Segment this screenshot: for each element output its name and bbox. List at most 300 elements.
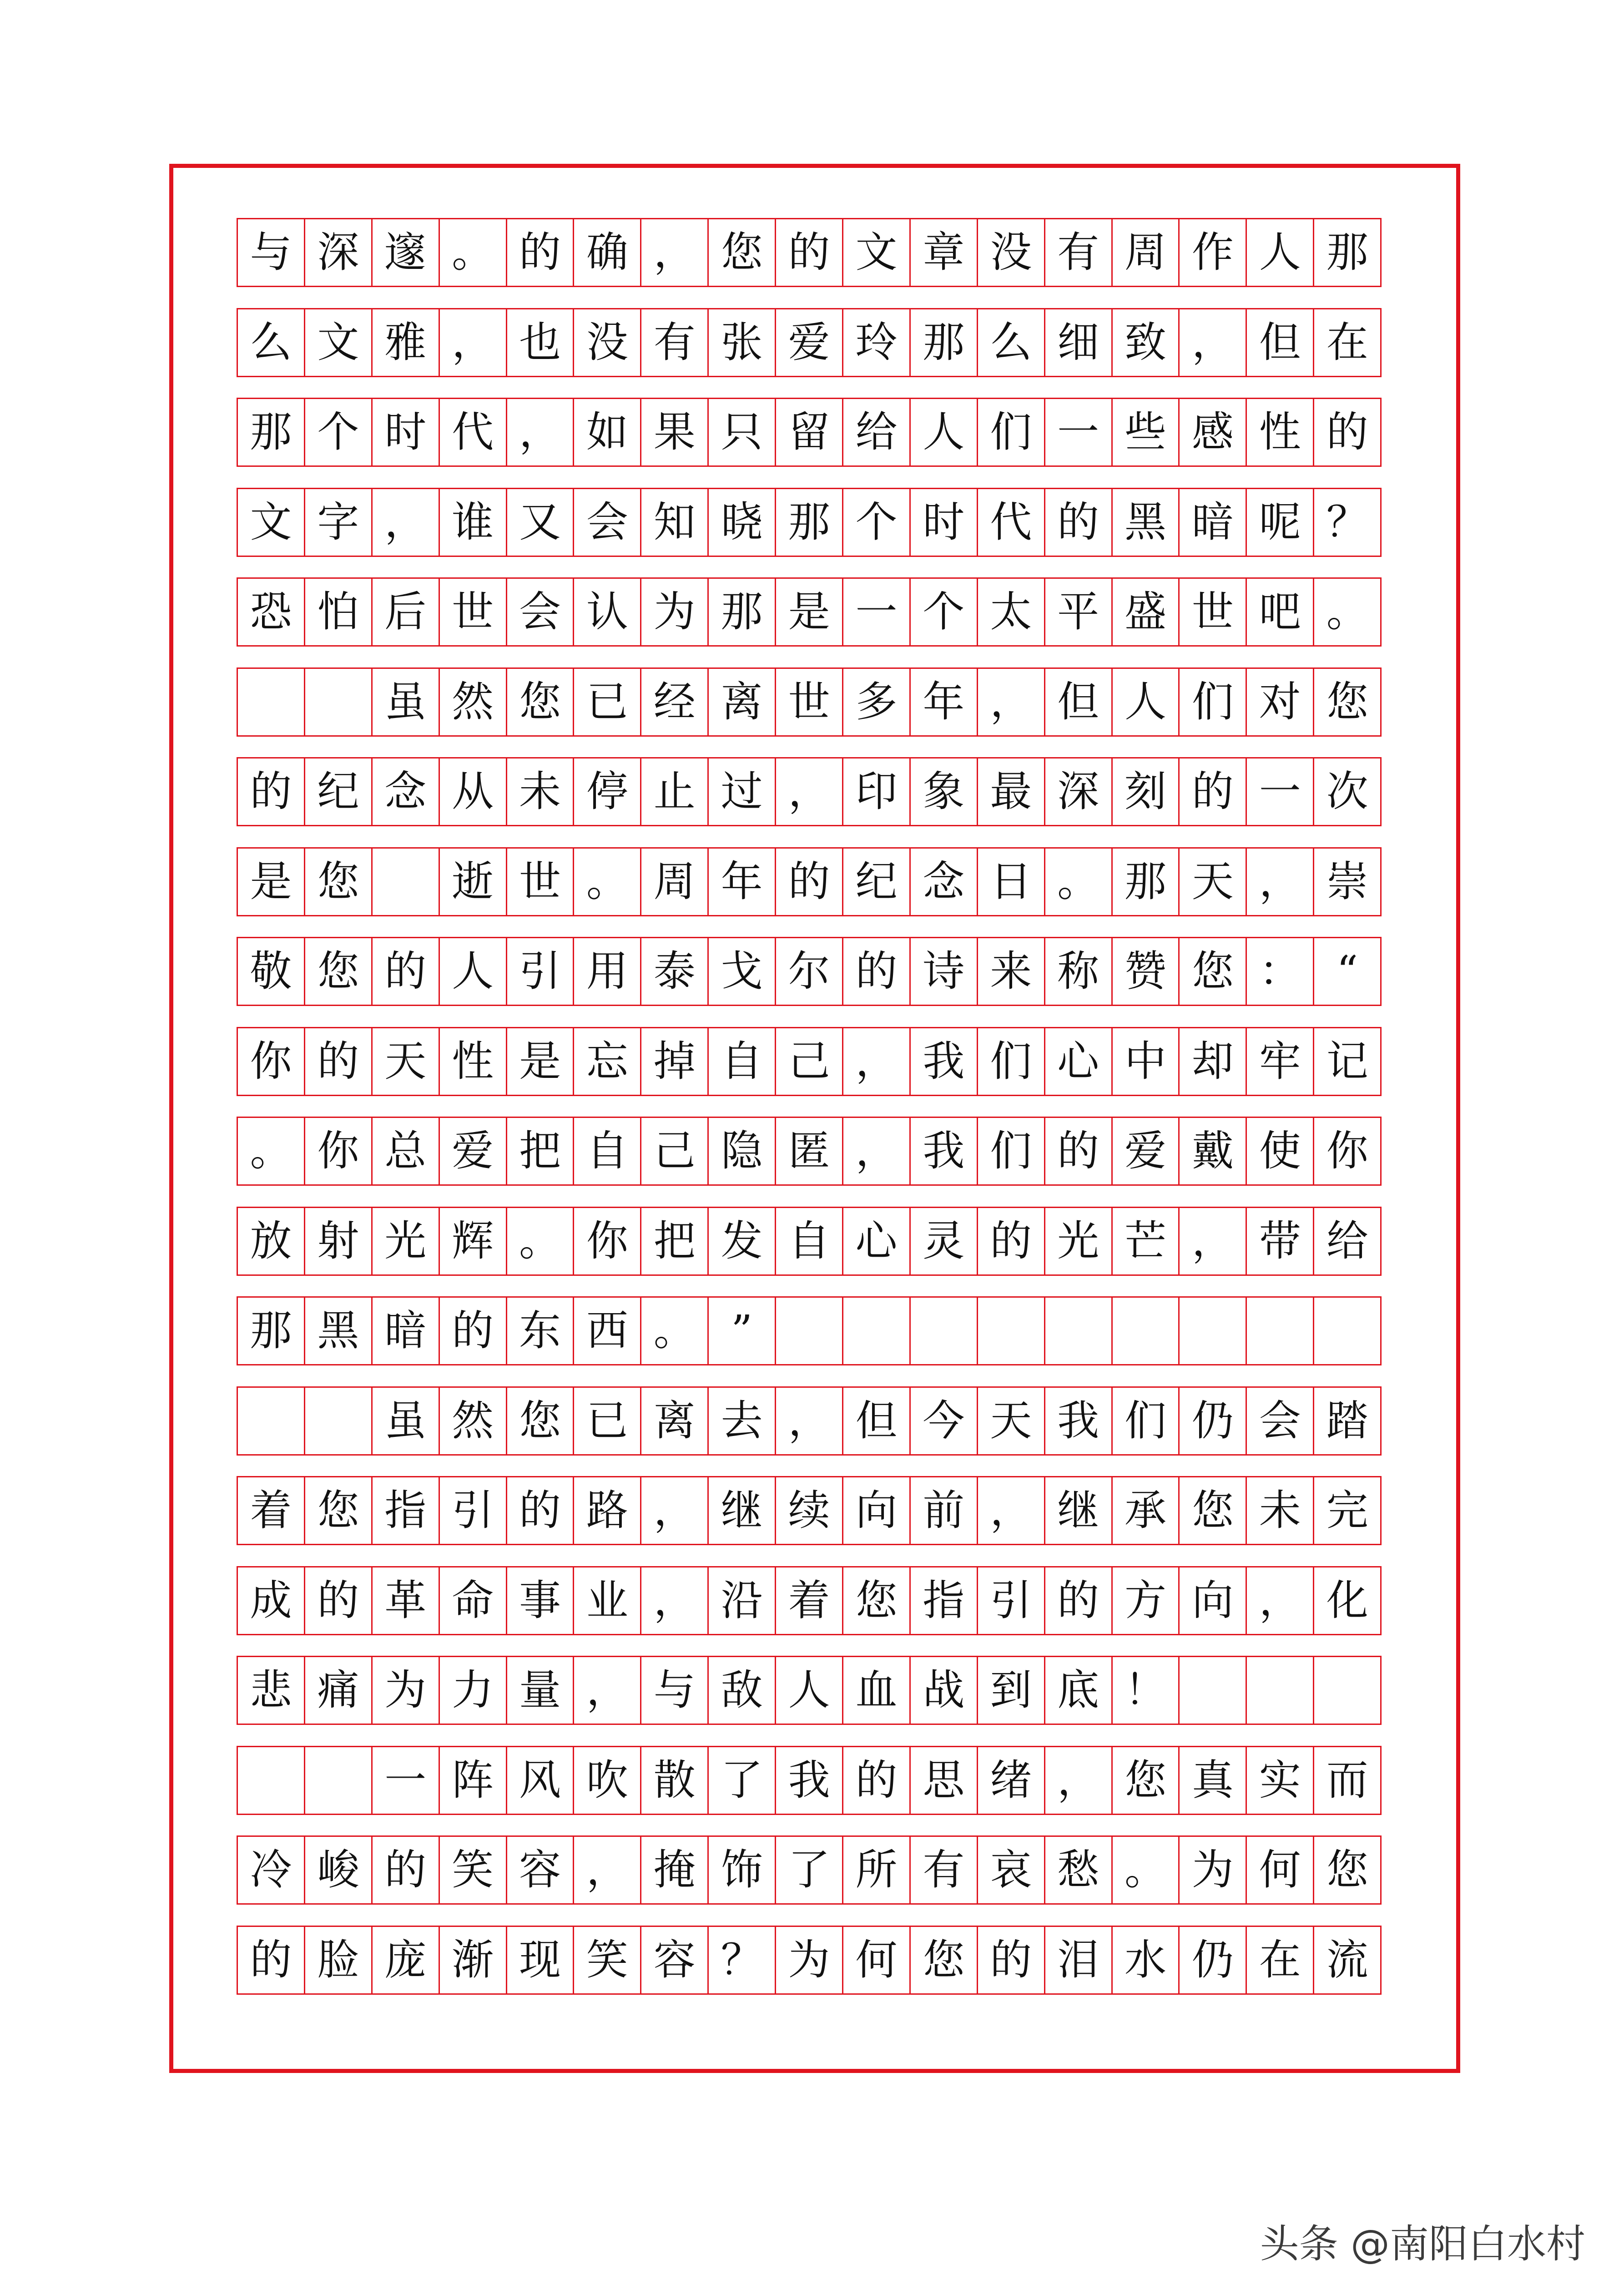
grid-cell: 章 bbox=[909, 218, 978, 287]
grid-cell: 庞 bbox=[371, 1926, 440, 1995]
grid-cell: 一 bbox=[1044, 398, 1113, 467]
grid-cell: 您 bbox=[707, 218, 776, 287]
grid-cell: 方 bbox=[1111, 1566, 1180, 1635]
grid-cell: 思 bbox=[909, 1746, 978, 1815]
grid-cell: 是 bbox=[775, 577, 843, 647]
grid-cell: 真 bbox=[1178, 1746, 1247, 1815]
grid-cell: 的 bbox=[237, 1926, 305, 1995]
grid-cell: “ bbox=[1313, 937, 1382, 1006]
grid-cell: 引 bbox=[977, 1566, 1045, 1635]
grid-cell bbox=[1313, 1296, 1382, 1365]
grid-cell: 您 bbox=[842, 1566, 911, 1635]
grid-cell: 使 bbox=[1246, 1117, 1314, 1186]
grid-cell: 风 bbox=[506, 1746, 575, 1815]
grid-cell: ， bbox=[1044, 1746, 1113, 1815]
grid-cell: 流 bbox=[1313, 1926, 1382, 1995]
grid-cell: 心 bbox=[1044, 1027, 1113, 1096]
grid-cell: 带 bbox=[1246, 1207, 1314, 1276]
grid-cell bbox=[1313, 1656, 1382, 1725]
grid-cell: 。 bbox=[573, 847, 641, 916]
grid-cell: 么 bbox=[237, 308, 305, 377]
grid-cell: 匿 bbox=[775, 1117, 843, 1186]
grid-row bbox=[237, 1926, 1403, 1995]
grid-cell: 路 bbox=[573, 1476, 641, 1545]
grid-cell: 的 bbox=[506, 1476, 575, 1545]
grid-cell: 谁 bbox=[439, 488, 507, 557]
grid-cell: 所 bbox=[842, 1835, 911, 1905]
grid-cell: 人 bbox=[909, 398, 978, 467]
grid-cell: 文 bbox=[842, 218, 911, 287]
grid-cell: 事 bbox=[506, 1566, 575, 1635]
grid-cell: 今 bbox=[909, 1386, 978, 1456]
grid-cell: 你 bbox=[237, 1027, 305, 1096]
grid-cell: 确 bbox=[573, 218, 641, 287]
grid-cell: 一 bbox=[842, 577, 911, 647]
grid-cell: 西 bbox=[573, 1296, 641, 1365]
grid-cell: 崇 bbox=[1313, 847, 1382, 916]
grid-cell: ， bbox=[1246, 847, 1314, 916]
grid-cell: 愁 bbox=[1044, 1835, 1113, 1905]
grid-cell: 的 bbox=[1044, 1117, 1113, 1186]
grid-cell: ， bbox=[371, 488, 440, 557]
grid-cell: 的 bbox=[977, 1926, 1045, 1995]
grid-cell: 自 bbox=[775, 1207, 843, 1276]
grid-cell: 人 bbox=[775, 1656, 843, 1725]
grid-cell: 致 bbox=[1111, 308, 1180, 377]
grid-cell: 知 bbox=[640, 488, 709, 557]
grid-cell: 何 bbox=[842, 1926, 911, 1995]
grid-cell: 光 bbox=[371, 1207, 440, 1276]
grid-cell: 的 bbox=[842, 937, 911, 1006]
grid-cell: 完 bbox=[1313, 1476, 1382, 1545]
grid-cell: 也 bbox=[506, 308, 575, 377]
grid-cell: 性 bbox=[1246, 398, 1314, 467]
grid-cell: 的 bbox=[842, 1746, 911, 1815]
grid-cell: 字 bbox=[304, 488, 373, 557]
grid-cell: 您 bbox=[1313, 1835, 1382, 1905]
grid-cell: 那 bbox=[1313, 218, 1382, 287]
grid-cell: 天 bbox=[977, 1386, 1045, 1456]
grid-cell: 作 bbox=[1178, 218, 1247, 287]
grid-cell: 渐 bbox=[439, 1926, 507, 1995]
grid-cell: ， bbox=[775, 1386, 843, 1456]
grid-cell: 天 bbox=[1178, 847, 1247, 916]
grid-cell: 暗 bbox=[1178, 488, 1247, 557]
grid-cell: ” bbox=[707, 1296, 776, 1365]
grid-cell: 日 bbox=[977, 847, 1045, 916]
grid-cell: 虽 bbox=[371, 1386, 440, 1456]
grid-cell: 纪 bbox=[842, 847, 911, 916]
grid-cell: ， bbox=[1178, 308, 1247, 377]
grid-cell: 戈 bbox=[707, 937, 776, 1006]
grid-cell: 会 bbox=[573, 488, 641, 557]
grid-cell: 峻 bbox=[304, 1835, 373, 1905]
grid-cell: 为 bbox=[775, 1926, 843, 1995]
grid-cell: 世 bbox=[439, 577, 507, 647]
grid-cell: 东 bbox=[506, 1296, 575, 1365]
grid-cell: 人 bbox=[1246, 218, 1314, 287]
grid-cell: 现 bbox=[506, 1926, 575, 1995]
grid-cell: 我 bbox=[909, 1027, 978, 1096]
grid-cell: 的 bbox=[977, 1207, 1045, 1276]
grid-cell: 而 bbox=[1313, 1746, 1382, 1815]
grid-cell bbox=[842, 1296, 911, 1365]
grid-cell: ！ bbox=[1111, 1656, 1180, 1725]
grid-cell: 力 bbox=[439, 1656, 507, 1725]
grid-cell: 是 bbox=[506, 1027, 575, 1096]
grid-cell bbox=[1111, 1296, 1180, 1365]
grid-cell: 的 bbox=[775, 847, 843, 916]
grid-cell bbox=[237, 1746, 305, 1815]
grid-cell: 文 bbox=[304, 308, 373, 377]
grid-cell: 为 bbox=[1178, 1835, 1247, 1905]
grid-cell: 念 bbox=[909, 847, 978, 916]
grid-cell: 隐 bbox=[707, 1117, 776, 1186]
grid-cell: 是 bbox=[237, 847, 305, 916]
grid-cell: 把 bbox=[506, 1117, 575, 1186]
grid-cell: ， bbox=[573, 1656, 641, 1725]
grid-cell: 但 bbox=[1246, 308, 1314, 377]
grid-cell: ， bbox=[573, 1835, 641, 1905]
grid-cell: 灵 bbox=[909, 1207, 978, 1276]
grid-cell bbox=[1178, 1656, 1247, 1725]
grid-cell: 那 bbox=[237, 1296, 305, 1365]
grid-cell: 继 bbox=[707, 1476, 776, 1545]
grid-cell: 我 bbox=[1044, 1386, 1113, 1456]
grid-row bbox=[237, 1835, 1403, 1905]
grid-cell: 们 bbox=[977, 398, 1045, 467]
grid-cell: 认 bbox=[573, 577, 641, 647]
grid-cell: 一 bbox=[1246, 757, 1314, 826]
grid-cell: ， bbox=[1178, 1207, 1247, 1276]
grid-cell: 的 bbox=[237, 757, 305, 826]
grid-cell: 们 bbox=[1178, 667, 1247, 737]
grid-cell: 您 bbox=[1111, 1746, 1180, 1815]
grid-row bbox=[237, 577, 1403, 647]
grid-row bbox=[237, 1207, 1403, 1276]
grid-cell: 向 bbox=[1178, 1566, 1247, 1635]
grid-cell: 引 bbox=[506, 937, 575, 1006]
grid-cell: 泰 bbox=[640, 937, 709, 1006]
grid-cell: 的 bbox=[1044, 1566, 1113, 1635]
grid-cell: 。 bbox=[506, 1207, 575, 1276]
grid-cell: 己 bbox=[775, 1027, 843, 1096]
grid-cell: 牢 bbox=[1246, 1027, 1314, 1096]
grid-cell: 的 bbox=[506, 218, 575, 287]
grid-cell: 但 bbox=[1044, 667, 1113, 737]
grid-cell: 辉 bbox=[439, 1207, 507, 1276]
grid-cell: 笑 bbox=[439, 1835, 507, 1905]
grid-cell: 的 bbox=[1313, 398, 1382, 467]
grid-cell: 业 bbox=[573, 1566, 641, 1635]
grid-cell bbox=[237, 667, 305, 737]
grid-cell: 您 bbox=[304, 847, 373, 916]
grid-cell: 又 bbox=[506, 488, 575, 557]
grid-cell: 的 bbox=[439, 1296, 507, 1365]
grid-cell: ： bbox=[1246, 937, 1314, 1006]
grid-cell: 悲 bbox=[237, 1656, 305, 1725]
grid-cell: 会 bbox=[506, 577, 575, 647]
grid-row bbox=[237, 847, 1403, 916]
grid-cell: 您 bbox=[506, 667, 575, 737]
grid-cell: 泪 bbox=[1044, 1926, 1113, 1995]
grid-row bbox=[237, 1386, 1403, 1456]
grid-cell: 痛 bbox=[304, 1656, 373, 1725]
grid-row bbox=[237, 1117, 1403, 1186]
grid-cell: 中 bbox=[1111, 1027, 1180, 1096]
grid-cell: 却 bbox=[1178, 1027, 1247, 1096]
grid-cell: 掉 bbox=[640, 1027, 709, 1096]
grid-cell bbox=[304, 667, 373, 737]
grid-cell: 哀 bbox=[977, 1835, 1045, 1905]
grid-cell: 诗 bbox=[909, 937, 978, 1006]
grid-cell: ， bbox=[842, 1117, 911, 1186]
grid-cell: 续 bbox=[775, 1476, 843, 1545]
grid-row bbox=[237, 308, 1403, 377]
grid-cell: ， bbox=[775, 757, 843, 826]
grid-cell: ？ bbox=[707, 1926, 776, 1995]
grid-cell: 您 bbox=[1178, 937, 1247, 1006]
grid-cell: 己 bbox=[640, 1117, 709, 1186]
grid-cell: 离 bbox=[640, 1386, 709, 1456]
grid-cell: 后 bbox=[371, 577, 440, 647]
grid-cell: 与 bbox=[237, 218, 305, 287]
grid-cell: 冷 bbox=[237, 1835, 305, 1905]
grid-cell: 脸 bbox=[304, 1926, 373, 1995]
grid-cell: 个 bbox=[909, 577, 978, 647]
grid-cell: 然 bbox=[439, 1386, 507, 1456]
grid-cell: 您 bbox=[304, 1476, 373, 1545]
grid-cell: 化 bbox=[1313, 1566, 1382, 1635]
grid-cell: 容 bbox=[506, 1835, 575, 1905]
grid-cell: 黑 bbox=[1111, 488, 1180, 557]
grid-cell: 晓 bbox=[707, 488, 776, 557]
grid-cell: 从 bbox=[439, 757, 507, 826]
grid-cell: 果 bbox=[640, 398, 709, 467]
grid-cell: ， bbox=[977, 1476, 1045, 1545]
grid-cell: 时 bbox=[909, 488, 978, 557]
grid-cell: 您 bbox=[1178, 1476, 1247, 1545]
grid-cell: 那 bbox=[707, 577, 776, 647]
grid-cell: 盛 bbox=[1111, 577, 1180, 647]
grid-cell: 指 bbox=[371, 1476, 440, 1545]
grid-cell: 人 bbox=[1111, 667, 1180, 737]
grid-cell: 那 bbox=[775, 488, 843, 557]
grid-cell: 沿 bbox=[707, 1566, 776, 1635]
grid-cell: 人 bbox=[439, 937, 507, 1006]
grid-cell bbox=[1044, 1296, 1113, 1365]
grid-row bbox=[237, 1027, 1403, 1096]
grid-cell: 了 bbox=[775, 1835, 843, 1905]
grid-cell: 多 bbox=[842, 667, 911, 737]
grid-cell: 戴 bbox=[1178, 1117, 1247, 1186]
grid-row bbox=[237, 1566, 1403, 1635]
grid-cell: ， bbox=[640, 1476, 709, 1545]
grid-cell: 我 bbox=[909, 1117, 978, 1186]
grid-cell: 吧 bbox=[1246, 577, 1314, 647]
grid-cell: 的 bbox=[775, 218, 843, 287]
grid-cell: 天 bbox=[371, 1027, 440, 1096]
grid-cell: 的 bbox=[371, 937, 440, 1006]
grid-cell: 您 bbox=[1313, 667, 1382, 737]
grid-row bbox=[237, 1656, 1403, 1725]
grid-row bbox=[237, 937, 1403, 1006]
grid-cell: 次 bbox=[1313, 757, 1382, 826]
grid-cell: 用 bbox=[573, 937, 641, 1006]
grid-cell: 的 bbox=[371, 1835, 440, 1905]
grid-cell: 过 bbox=[707, 757, 776, 826]
grid-cell: ？ bbox=[1313, 488, 1382, 557]
grid-cell: 自 bbox=[707, 1027, 776, 1096]
grid-cell: 那 bbox=[909, 308, 978, 377]
grid-cell: 把 bbox=[640, 1207, 709, 1276]
grid-cell: 深 bbox=[1044, 757, 1113, 826]
grid-cell bbox=[1246, 1656, 1314, 1725]
grid-cell: 但 bbox=[842, 1386, 911, 1456]
grid-cell bbox=[371, 847, 440, 916]
grid-cell: 。 bbox=[1313, 577, 1382, 647]
grid-cell: 世 bbox=[506, 847, 575, 916]
grid-cell: 给 bbox=[842, 398, 911, 467]
grid-cell bbox=[977, 1296, 1045, 1365]
grid-cell bbox=[1178, 1296, 1247, 1365]
grid-cell: 给 bbox=[1313, 1207, 1382, 1276]
grid-cell: 们 bbox=[1111, 1386, 1180, 1456]
grid-cell: 平 bbox=[1044, 577, 1113, 647]
grid-cell: ， bbox=[640, 218, 709, 287]
watermark: 头条 @南阳白水村 bbox=[1260, 2221, 1585, 2267]
grid-cell: 为 bbox=[640, 577, 709, 647]
grid-cell: 敌 bbox=[707, 1656, 776, 1725]
grid-cell: 深 bbox=[304, 218, 373, 287]
grid-cell bbox=[304, 1386, 373, 1456]
grid-cell: 止 bbox=[640, 757, 709, 826]
grid-cell: 我 bbox=[775, 1746, 843, 1815]
grid-cell: 敬 bbox=[237, 937, 305, 1006]
grid-cell: 来 bbox=[977, 937, 1045, 1006]
grid-cell: 逝 bbox=[439, 847, 507, 916]
grid-cell: 呢 bbox=[1246, 488, 1314, 557]
grid-row bbox=[237, 1746, 1403, 1815]
grid-cell: 然 bbox=[439, 667, 507, 737]
grid-cell bbox=[1246, 1296, 1314, 1365]
grid-cell: 念 bbox=[371, 757, 440, 826]
grid-cell: 实 bbox=[1246, 1746, 1314, 1815]
grid-cell: 文 bbox=[237, 488, 305, 557]
grid-cell: 爱 bbox=[1111, 1117, 1180, 1186]
grid-cell: 的 bbox=[304, 1566, 373, 1635]
grid-cell bbox=[237, 1386, 305, 1456]
grid-cell: 。 bbox=[1111, 1835, 1180, 1905]
grid-cell: 放 bbox=[237, 1207, 305, 1276]
grid-cell: 代 bbox=[977, 488, 1045, 557]
grid-cell: 细 bbox=[1044, 308, 1113, 377]
grid-cell: 么 bbox=[977, 308, 1045, 377]
grid-cell: 有 bbox=[1044, 218, 1113, 287]
grid-cell: 。 bbox=[1044, 847, 1113, 916]
grid-cell: 忘 bbox=[573, 1027, 641, 1096]
grid-cell: 邃 bbox=[371, 218, 440, 287]
grid-cell: 有 bbox=[640, 308, 709, 377]
grid-cell: 量 bbox=[506, 1656, 575, 1725]
grid-cell: 个 bbox=[304, 398, 373, 467]
grid-cell: 世 bbox=[1178, 577, 1247, 647]
grid-cell: 底 bbox=[1044, 1656, 1113, 1725]
grid-cell: 阵 bbox=[439, 1746, 507, 1815]
grid-cell bbox=[775, 1296, 843, 1365]
grid-row bbox=[237, 398, 1403, 467]
grid-cell: 如 bbox=[573, 398, 641, 467]
grid-cell: 在 bbox=[1313, 308, 1382, 377]
grid-cell bbox=[304, 1746, 373, 1815]
grid-cell: 。 bbox=[237, 1117, 305, 1186]
grid-cell: 印 bbox=[842, 757, 911, 826]
grid-cell: 最 bbox=[977, 757, 1045, 826]
grid-cell: 吹 bbox=[573, 1746, 641, 1815]
grid-cell: 笑 bbox=[573, 1926, 641, 1995]
grid-cell: 记 bbox=[1313, 1027, 1382, 1096]
grid-cell: 的 bbox=[1178, 757, 1247, 826]
grid-cell: 会 bbox=[1246, 1386, 1314, 1456]
grid-cell: 虽 bbox=[371, 667, 440, 737]
grid-cell: 战 bbox=[909, 1656, 978, 1725]
grid-cell: 性 bbox=[439, 1027, 507, 1096]
grid-cell: 未 bbox=[1246, 1476, 1314, 1545]
grid-cell: 向 bbox=[842, 1476, 911, 1545]
grid-cell: 纪 bbox=[304, 757, 373, 826]
grid-cell: 继 bbox=[1044, 1476, 1113, 1545]
grid-cell: 指 bbox=[909, 1566, 978, 1635]
grid-cell: 恐 bbox=[237, 577, 305, 647]
grid-cell: 已 bbox=[573, 1386, 641, 1456]
grid-cell: 命 bbox=[439, 1566, 507, 1635]
grid-cell: 怕 bbox=[304, 577, 373, 647]
grid-cell: 仍 bbox=[1178, 1386, 1247, 1456]
grid-cell: ， bbox=[439, 308, 507, 377]
grid-cell: ， bbox=[842, 1027, 911, 1096]
grid-cell: 一 bbox=[371, 1746, 440, 1815]
grid-cell: 的 bbox=[1044, 488, 1113, 557]
grid-cell: 经 bbox=[640, 667, 709, 737]
grid-cell: 离 bbox=[707, 667, 776, 737]
grid-cell: 爱 bbox=[439, 1117, 507, 1186]
grid-cell: 停 bbox=[573, 757, 641, 826]
grid-cell: 黑 bbox=[304, 1296, 373, 1365]
grid-cell: ， bbox=[977, 667, 1045, 737]
grid-cell: 你 bbox=[1313, 1117, 1382, 1186]
grid-cell: 象 bbox=[909, 757, 978, 826]
grid-cell: 着 bbox=[237, 1476, 305, 1545]
grid-cell: 心 bbox=[842, 1207, 911, 1276]
grid-cell: 成 bbox=[237, 1566, 305, 1635]
grid-cell: 尔 bbox=[775, 937, 843, 1006]
grid-cell: 总 bbox=[371, 1117, 440, 1186]
grid-cell: 踏 bbox=[1313, 1386, 1382, 1456]
grid-cell: 只 bbox=[707, 398, 776, 467]
grid-cell: 年 bbox=[707, 847, 776, 916]
grid-cell: 周 bbox=[1111, 218, 1180, 287]
grid-cell: 您 bbox=[909, 1926, 978, 1995]
grid-cell: 散 bbox=[640, 1746, 709, 1815]
grid-cell: ， bbox=[1246, 1566, 1314, 1635]
grid-cell: 引 bbox=[439, 1476, 507, 1545]
grid-cell: 没 bbox=[977, 218, 1045, 287]
grid-cell: 与 bbox=[640, 1656, 709, 1725]
grid-cell: 世 bbox=[775, 667, 843, 737]
grid-cell: 张 bbox=[707, 308, 776, 377]
grid-cell: 未 bbox=[506, 757, 575, 826]
grid-cell: 些 bbox=[1111, 398, 1180, 467]
